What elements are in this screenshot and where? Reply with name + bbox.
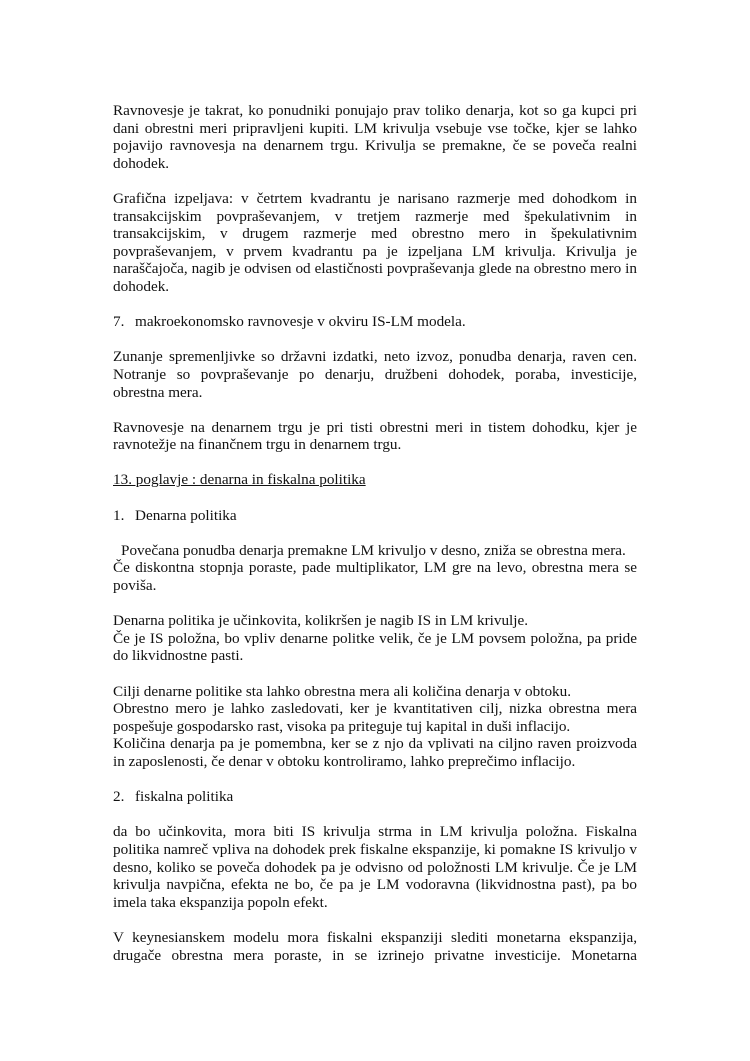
paragraph-line: Količina denarja pa je pomembna, ker se z njo da vplivati na ciljno raven proizvoda in zaposlenosti, če denar v obtoku kontroliramo, lahko preprečimo inflacijo.	[113, 735, 637, 770]
paragraph-line: Če je IS položna, bo vpliv denarne politke velik, če je LM povsem položna, pa pride do likvidnostne pasti.	[113, 629, 637, 665]
paragraph-monetary-efficiency	[113, 612, 637, 665]
paragraph-fiscal-effectiveness: da bo učinkovita, mora biti IS krivulja strma in LM krivulja položna. Fiskalna politika namreč vpliva na dohodek prek fiskalne ekspanzije, ki pomakne IS krivuljo v desno, koliko se poveča dohodek pa je odvisno od položnosti LM krivulje. Če je LM krivulja navpična, efekta ne bo, če pa je LM vodoravna (likvidnostna past), pa bo imela taka ekspanzija popoln efekt.	[113, 823, 637, 911]
paragraph-graphical-derivation: Grafična izpeljava: v četrtem kvadrantu je narisano razmerje med dohodkom in transakcijskim povpraševanjem, v tretjem razmerje med špekulativnim in transakcijskim, v drugem razmerje med obrestno mero in špekulativnim povpraševanjem, v prvem kvadrantu pa je izpeljana LM krivulja. Krivulja je naraščajoča, nagib je odvisen od elastičnosti povpraševanja glede na obrestno mero in dohodek.	[113, 189, 637, 295]
paragraph-monetary-goals	[113, 683, 637, 771]
section-heading-text: fiskalna politika	[135, 788, 234, 806]
section-heading-fiscal-policy	[113, 788, 637, 806]
paragraph-money-supply	[113, 542, 637, 595]
paragraph-line: Cilji denarne politike sta lahko obrestna mera ali količina denarja v obtoku.	[113, 682, 572, 700]
paragraph-line: Če diskontna stopnja poraste, pade multiplikator, LM gre na levo, obrestna mera se poviša.	[113, 559, 637, 595]
section-heading-number: 1.	[113, 506, 125, 524]
section-heading-text: Denarna politika	[135, 506, 237, 524]
paragraph-equilibrium-definition: Ravnovesje na denarnem trgu je pri tisti obrestni meri in tistem dohodku, kjer je ravnotežje na finančnem trgu in denarnem trgu.	[113, 418, 637, 454]
section-heading-number: 2.	[113, 788, 125, 806]
paragraph-variables: Zunanje spremenljivke so državni izdatki, neto izvoz, ponudba denarja, raven cen. Notranje so povpraševanje po denarju, družbeni dohodek, poraba, investicije, obrestna mera.	[113, 348, 637, 401]
paragraph-line: Denarna politika je učinkovita, kolikršen je nagib IS in LM krivulje.	[113, 612, 529, 630]
section-heading-text: makroekonomsko ravnovesje v okviru IS-LM modela.	[135, 313, 466, 331]
paragraph-keynesian-model: V keynesianskem modelu mora fiskalni ekspanziji slediti monetarna ekspanzija, drugače obrestna mera poraste, in se izrinejo privatne investicije. Monetarna	[113, 928, 637, 964]
paragraph-line: Povečana ponudba denarja premakne LM krivuljo v desno, zniža se obrestna mera.	[121, 541, 626, 559]
paragraph-line: Obrestno mero je lahko zasledovati, ker je kvantitativen cilj, nizka obrestna mera pospešuje gospodarsko rast, visoka pa priteguje tuj kapital in duši inflacijo.	[113, 700, 637, 735]
section-heading-number: 7.	[113, 313, 125, 331]
chapter-title: 13. poglavje : denarna in fiskalna politika	[113, 471, 366, 489]
section-heading-monetary-policy	[113, 507, 637, 525]
paragraph-money-market-equilibrium: Ravnovesje je takrat, ko ponudniki ponujajo prav toliko denarja, kot so ga kupci pri dani obrestni meri pripravljeni kupiti. LM krivulja vsebuje vse točke, kjer se lahko pojavijo ravnovesja na denarnem trgu. Krivulja se premakne, če se poveča realni dohodek.	[113, 102, 637, 172]
section-heading-7	[113, 313, 637, 331]
